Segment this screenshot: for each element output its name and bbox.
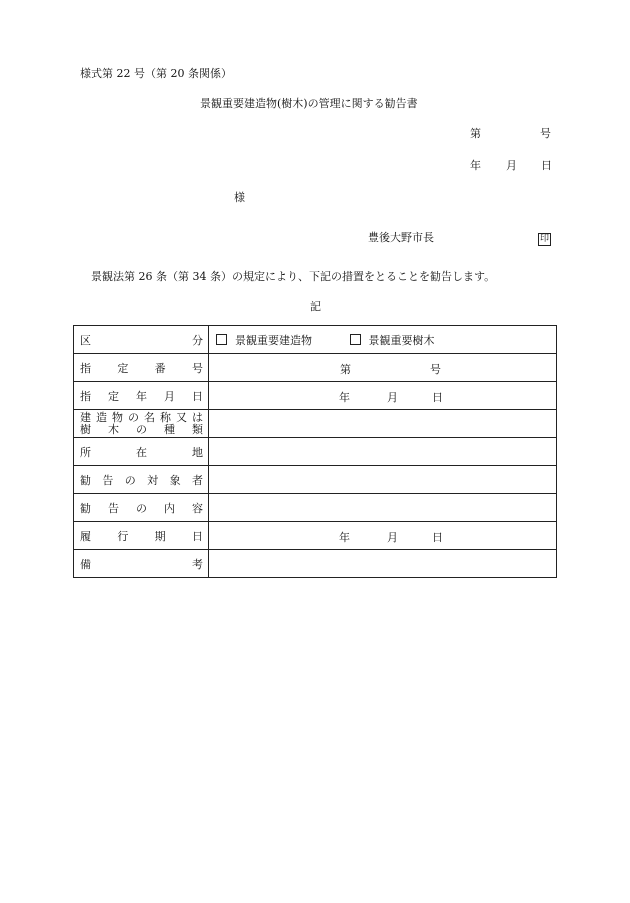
row-label-remarks	[74, 550, 209, 578]
date-month: 月	[387, 530, 398, 544]
row-label-location	[74, 438, 209, 466]
table-row	[74, 382, 557, 410]
table-row	[74, 438, 557, 466]
label-text: 勧 告 の 内 容	[80, 501, 203, 515]
checkbox-icon[interactable]	[350, 334, 361, 345]
option-tree-label: 景観重要樹木	[368, 333, 435, 347]
row-label-target-person	[74, 466, 209, 494]
row-label-category	[74, 326, 209, 354]
date-day: 日	[432, 530, 443, 544]
due-date-value[interactable]	[209, 522, 557, 550]
date-year: 年	[339, 390, 350, 404]
date-month: 月	[387, 390, 398, 404]
label-text: 指 定 年 月 日	[80, 389, 203, 403]
option-building[interactable]	[216, 332, 312, 348]
seal-icon: 印	[539, 234, 549, 244]
option-tree[interactable]	[350, 332, 435, 348]
table-row	[74, 550, 557, 578]
table-row	[74, 494, 557, 522]
table-row	[74, 410, 557, 438]
target-person-value[interactable]	[209, 466, 557, 494]
option-building-label: 景観重要建造物	[235, 333, 312, 347]
seal-mark	[538, 231, 551, 246]
date-day: 日	[541, 159, 552, 172]
label-text-line1: 建 造 物 の 名 称 又 は	[80, 410, 203, 424]
advice-content-value[interactable]	[209, 494, 557, 522]
label-text-line2: 樹 木 の 種 類	[80, 422, 203, 436]
row-label-designation-number	[74, 354, 209, 382]
name-or-species-value[interactable]	[209, 410, 557, 438]
number-prefix: 第	[340, 362, 351, 376]
label-text: 所 在 地	[80, 445, 203, 459]
date-day: 日	[432, 390, 443, 404]
date-year: 年	[339, 530, 350, 544]
label-text: 区 分	[80, 333, 203, 347]
table-row	[74, 326, 557, 354]
label-text: 履 行 期 日	[80, 529, 203, 543]
date-year: 年	[470, 159, 481, 172]
table-row	[74, 522, 557, 550]
checkbox-icon[interactable]	[216, 334, 227, 345]
row-label-due-date	[74, 522, 209, 550]
date-month: 月	[506, 159, 517, 172]
number-suffix: 号	[430, 362, 441, 376]
document-title: 景観重要建造物(樹木)の管理に関する勧告書	[200, 97, 418, 110]
body-text: 景観法第 26 条（第 34 条）の規定により、下記の措置をとることを勧告します。	[91, 270, 496, 283]
table-row	[74, 466, 557, 494]
addressee-suffix: 様	[234, 191, 245, 204]
table-row	[74, 354, 557, 382]
row-label-designation-date	[74, 382, 209, 410]
label-text: 勧 告 の 対 象 者	[80, 473, 203, 487]
designation-number-value[interactable]	[209, 354, 557, 382]
location-value[interactable]	[209, 438, 557, 466]
row-label-advice-content	[74, 494, 209, 522]
ki-heading: 記	[310, 300, 321, 313]
category-options	[209, 326, 557, 354]
form-number: 様式第 22 号（第 20 条関係）	[80, 67, 232, 80]
designation-date-value[interactable]	[209, 382, 557, 410]
remarks-value[interactable]	[209, 550, 557, 578]
row-label-name-or-species	[74, 410, 209, 438]
doc-number-prefix: 第	[470, 127, 481, 140]
doc-number-suffix: 号	[540, 127, 551, 140]
form-table	[73, 325, 557, 578]
issuer-name: 豊後大野市長	[368, 231, 434, 244]
label-text: 備 考	[80, 557, 203, 571]
label-text: 指 定 番 号	[80, 361, 203, 375]
